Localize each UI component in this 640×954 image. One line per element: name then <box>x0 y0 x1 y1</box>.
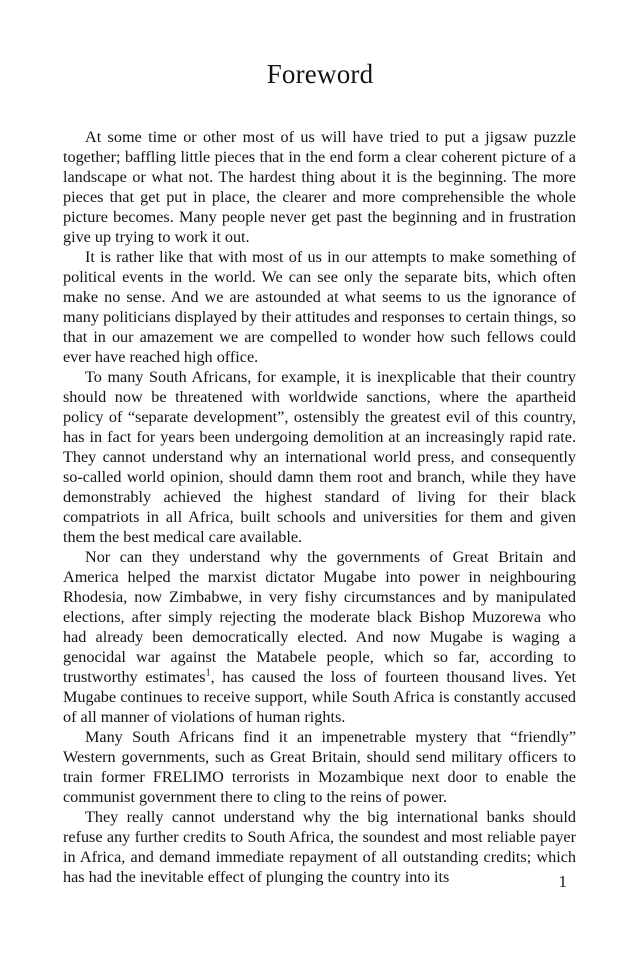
body-text <box>63 127 576 887</box>
paragraph-4 <box>63 547 576 727</box>
paragraph-1: At some time or other most of us will have tried to put a jigsaw puzzle together; baffling little pieces that in the end form a clear coherent picture of a landscape or what not. The hardest thing about it is the beginning. The more pieces that get put in place, the clearer and more comprehensible the whole picture becomes. Many people never get past the beginning and in frustration give up trying to work it out. <box>63 128 576 246</box>
paragraph-2: It is rather like that with most of us in our attempts to make something of political events in the world. We can see only the separate bits, which often make no sense. And we are astounded at what seems to us the ignorance of many politicians displayed by their attitudes and responses to certain things, so that in our amazement we are compelled to wonder how such fellows could ever have reached high office. <box>63 248 576 366</box>
paragraph-4-text-after: , has caused the loss of fourteen thousand lives. Yet Mugabe continues to receive support, while South Africa is constantly accused of all manner of violations of human rights. <box>63 668 576 726</box>
paragraph-4-text-before: Nor can they understand why the governments of Great Britain and America helped the marxist dictator Mugabe into power in neighbouring Rhodesia, now Zimbabwe, in very fishy circumstances and by manipulated elections, after simply rejecting the moderate black Bishop Muzorewa who had already been democratically elected. And now Mugabe is waging a genocidal war against the Matabele people, which so far, according to trustworthy estimates <box>63 548 576 686</box>
page-title: Foreword <box>266 59 374 89</box>
paragraph-6: They really cannot understand why the big international banks should refuse any further credits to South Africa, the soundest and most reliable payer in Africa, and demand immediate repayment of all outstanding credits; which has had the inevitable effect of plunging the country into its <box>63 808 576 886</box>
paragraph-3: To many South Africans, for example, it is inexplicable that their country should now be threatened with worldwide sanctions, where the apartheid policy of “separate development”, ostensibly the greatest evil of this country, has in fact for years been undergoing demolition at an increasingly rapid rate. They cannot understand why an international world press, and consequently so-called world opinion, should damn them root and branch, while they have demonstrably achieved the highest standard of living for their black compatriots in all Africa, built schools and universities for them and given them the best medical care available. <box>63 368 576 546</box>
footnote-reference[interactable]: 1 <box>205 667 211 679</box>
page-number: 1 <box>558 872 567 891</box>
paragraph-5: Many South Africans find it an impenetrable mystery that “friendly” Western governments, such as Great Britain, should send military officers to train former FRELIMO terrorists in Mozambique next door to enable the communist government there to cling to the reins of power. <box>63 728 576 806</box>
